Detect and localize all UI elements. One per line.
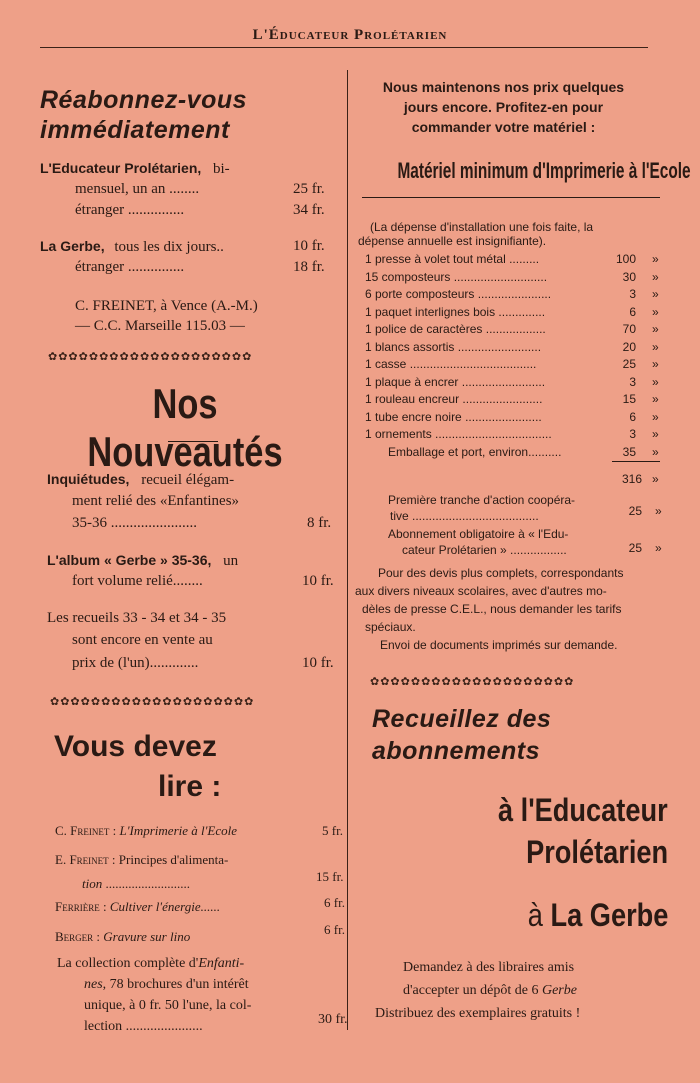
address-line: — C.C. Marseille 115.03 — [75,318,245,334]
materiel-item-value: 15 [622,392,636,406]
collection-line [84,977,249,993]
subscription-line: étranger ............... [75,259,185,275]
quote-mark: » [652,427,659,441]
recueillez-line2: abonnements [372,737,541,765]
nouveaute-price: 10 fr. [302,655,334,671]
quote-mark: » [652,472,659,486]
appeal-line [403,983,577,999]
total-rule [612,461,660,462]
nouveaute-line: 35-36 ....................... [72,515,197,531]
quote-mark: » [652,287,659,301]
subscription-text: bi- [213,161,230,177]
subscription-educateur [40,160,230,178]
quote-mark: » [652,392,659,406]
materiel-item-label: 1 tube encre noire ....................... [365,409,542,424]
subscription-text: tous les dix jours.. [114,239,224,255]
subscription-price: 25 fr. [293,181,325,197]
quote-mark: » [655,504,662,518]
materiel-item-value: 30 [622,269,636,284]
materiel-item-value: 3 [629,374,636,389]
subscription-line: étranger ............... [75,202,185,218]
materiel-item-label: 1 presse à volet tout métal ......... [365,252,540,266]
collection-title: Enfanti- [198,956,245,971]
quote-mark: » [652,409,659,424]
book-title: tion [82,876,103,891]
book-author: E. Freinet : [55,852,116,867]
book-author: C. Freinet : [55,823,117,838]
ornament-divider: ✿✿✿✿✿✿✿✿✿✿✿✿✿✿✿✿✿✿✿✿ [48,351,253,363]
target-educateur: à l'Educateur [498,792,668,828]
materiel-rule [362,197,660,198]
book-title: Cultiver l'énergie...... [109,899,221,914]
materiel-item-value: 3 [629,287,636,301]
book-row [55,823,237,839]
target-proletarien: Prolétarien [525,834,668,870]
subscription-gerbe [40,238,224,256]
extra-value: 25 [628,541,642,555]
materiel-title: Matériel minimum d'Imprimerie à l'Ecole [397,158,691,183]
book-row [55,929,190,945]
materiel-total: 316 [621,472,642,486]
extra-line: cateur Prolétarien » ................. [402,543,567,557]
column-divider [347,70,348,1030]
quote-mark: » [652,339,659,354]
materiel-item-value: 100 [615,252,636,266]
ornament-divider: ✿✿✿✿✿✿✿✿✿✿✿✿✿✿✿✿✿✿✿✿ [370,676,575,688]
nouveaute-line: Les recueils 33 - 34 et 34 - 35 [47,610,227,626]
extra-line: tive ...................................... [390,509,539,523]
materiel-item-label: 15 composteurs ............................ [365,269,548,284]
nouveaute-price: 8 fr. [307,515,332,531]
recueillez-heading [372,703,551,767]
subscription-price: 10 fr. [293,238,325,254]
target-gerbe [527,897,668,934]
subscription-price: 18 fr. [293,259,325,275]
materiel-item-value: 20 [622,339,636,354]
nouveaute-inquietudes [47,471,234,489]
collection-line: lection ...................... [84,1019,203,1034]
devis-line: Pour des devis plus complets, correspondants [378,566,624,580]
collection-text: , 78 brochures d'un intérêt [102,977,249,992]
target-name: La Gerbe [550,897,668,933]
materiel-item-label: 1 ornements ................................... [365,427,552,441]
intro-line: jours encore. Profitez-en pour [403,99,604,115]
quote-mark: » [652,357,659,371]
nouveaute-price: 10 fr. [302,573,334,589]
quote-mark: » [652,374,659,389]
nouveaute-name: L'album « Gerbe » 35-36, [47,552,212,568]
book-row [55,852,228,868]
materiel-item-label: 1 blancs assortis ......................... [365,339,542,354]
nouveaute-text: recueil élégam- [141,472,235,488]
devis-line: spéciaux. [365,620,416,634]
nouveaute-album [47,552,238,570]
book-price: 15 fr. [316,869,344,884]
materiel-item-value: 3 [629,427,636,441]
materiel-item-label: 1 rouleau encreur ........................ [365,392,543,406]
book-price: 5 fr. [322,823,343,838]
envoi-line: Envoi de documents imprimés sur demande. [380,638,618,652]
book-title: L'Imprimerie à l'Ecole [119,823,237,838]
book-title: Gravure sur lino [103,929,191,944]
nouveaute-text: un [223,553,239,569]
reabonnez-line2: immédiatement [40,116,230,144]
short-rule [168,441,218,442]
subscription-name: L'Educateur Prolétarien, [40,160,202,176]
appeal-line: Distribuez des exemplaires gratuits ! [375,1006,581,1021]
lire-heading-line2: lire : [158,770,222,803]
extra-line: Abonnement obligatoire à « l'Edu- [388,527,569,541]
book-title: Principes d'alimenta- [118,852,229,867]
collection-title: nes [84,977,103,992]
nouveaute-line: fort volume relié........ [72,573,203,589]
book-author: Berger : [55,929,101,944]
intro-line: commander votre matériel : [411,119,596,135]
address-line: C. FREINET, à Vence (A.-M.) [75,298,258,314]
nouveaute-line: sont encore en vente au [72,632,213,648]
recueillez-line1: Recueillez des [372,705,552,733]
materiel-item-value: 6 [629,304,636,319]
ornament-divider: ✿✿✿✿✿✿✿✿✿✿✿✿✿✿✿✿✿✿✿✿ [50,696,255,708]
lire-heading-line1: Vous devez [54,730,217,763]
appeal-title: Gerbe [541,983,577,998]
appeal-line: Demandez à des libraires amis [403,960,575,975]
quote-mark: » [652,322,659,336]
subscription-name: La Gerbe, [40,238,105,254]
nouveaute-name: Inquiétudes, [47,471,130,487]
book-row [55,899,220,915]
book-leader: .......................... [105,876,190,891]
extra-line: Première tranche d'action coopéra- [388,493,576,507]
intro-text [352,77,655,137]
intro-line: Nous maintenons nos prix quelques [382,79,625,95]
materiel-note: (La dépense d'installation une fois faite, la [370,220,594,234]
quote-mark: » [655,541,662,555]
subscription-price: 34 fr. [293,202,325,218]
collection-text: La collection complète d' [57,956,199,971]
quote-mark: » [652,269,659,284]
materiel-item-value: 70 [622,322,636,336]
nouveaute-line: prix de (l'un)............. [72,655,199,671]
materiel-item-label: 1 casse ...................................... [365,357,537,371]
materiel-item-label: 1 police de caractères .................. [365,322,546,336]
quote-mark: » [652,252,659,266]
subscription-line: mensuel, un an ........ [75,181,200,197]
extra-value: 25 [628,504,642,518]
materiel-item-label: 6 porte composteurs ...................... [365,287,552,301]
materiel-item-value: 35 [622,444,636,459]
nouveautes-heading: Nos Nouveautés [87,380,283,475]
book-author: Ferrière : [55,899,107,914]
collection-line [57,956,244,972]
materiel-item-label: 1 plaque à encrer ......................... [365,374,546,389]
header-rule [40,47,648,48]
book-row-cont [82,876,190,892]
book-price: 6 fr. [324,922,345,937]
devis-line: aux divers niveaux scolaires, avec d'autres mo- [355,584,607,598]
book-price: 6 fr. [324,895,345,910]
materiel-item-value: 25 [622,357,636,371]
materiel-item-label: Emballage et port, environ.......... [388,444,562,459]
materiel-item-label: 1 paquet interlignes bois .............. [365,304,546,319]
collection-line: unique, à 0 fr. 50 l'une, la col- [84,998,252,1013]
nouveaute-line: ment relié des «Enfantines» [72,493,240,509]
page-header: L'Éducateur Prolétarien [252,27,448,43]
materiel-note: dépense annuelle est insignifiante). [358,234,547,248]
materiel-item-value: 6 [629,409,636,424]
collection-price: 30 fr. [318,1012,348,1027]
target-prefix: à [527,897,551,933]
quote-mark: » [652,444,659,459]
reabonnez-heading [40,85,247,145]
appeal-text: d'accepter un dépôt de 6 [403,983,542,998]
quote-mark: » [652,304,659,319]
devis-line: dèles de presse C.E.L., nous demander les tarifs [362,602,622,616]
reabonnez-line1: Réabonnez-vous [40,86,248,114]
